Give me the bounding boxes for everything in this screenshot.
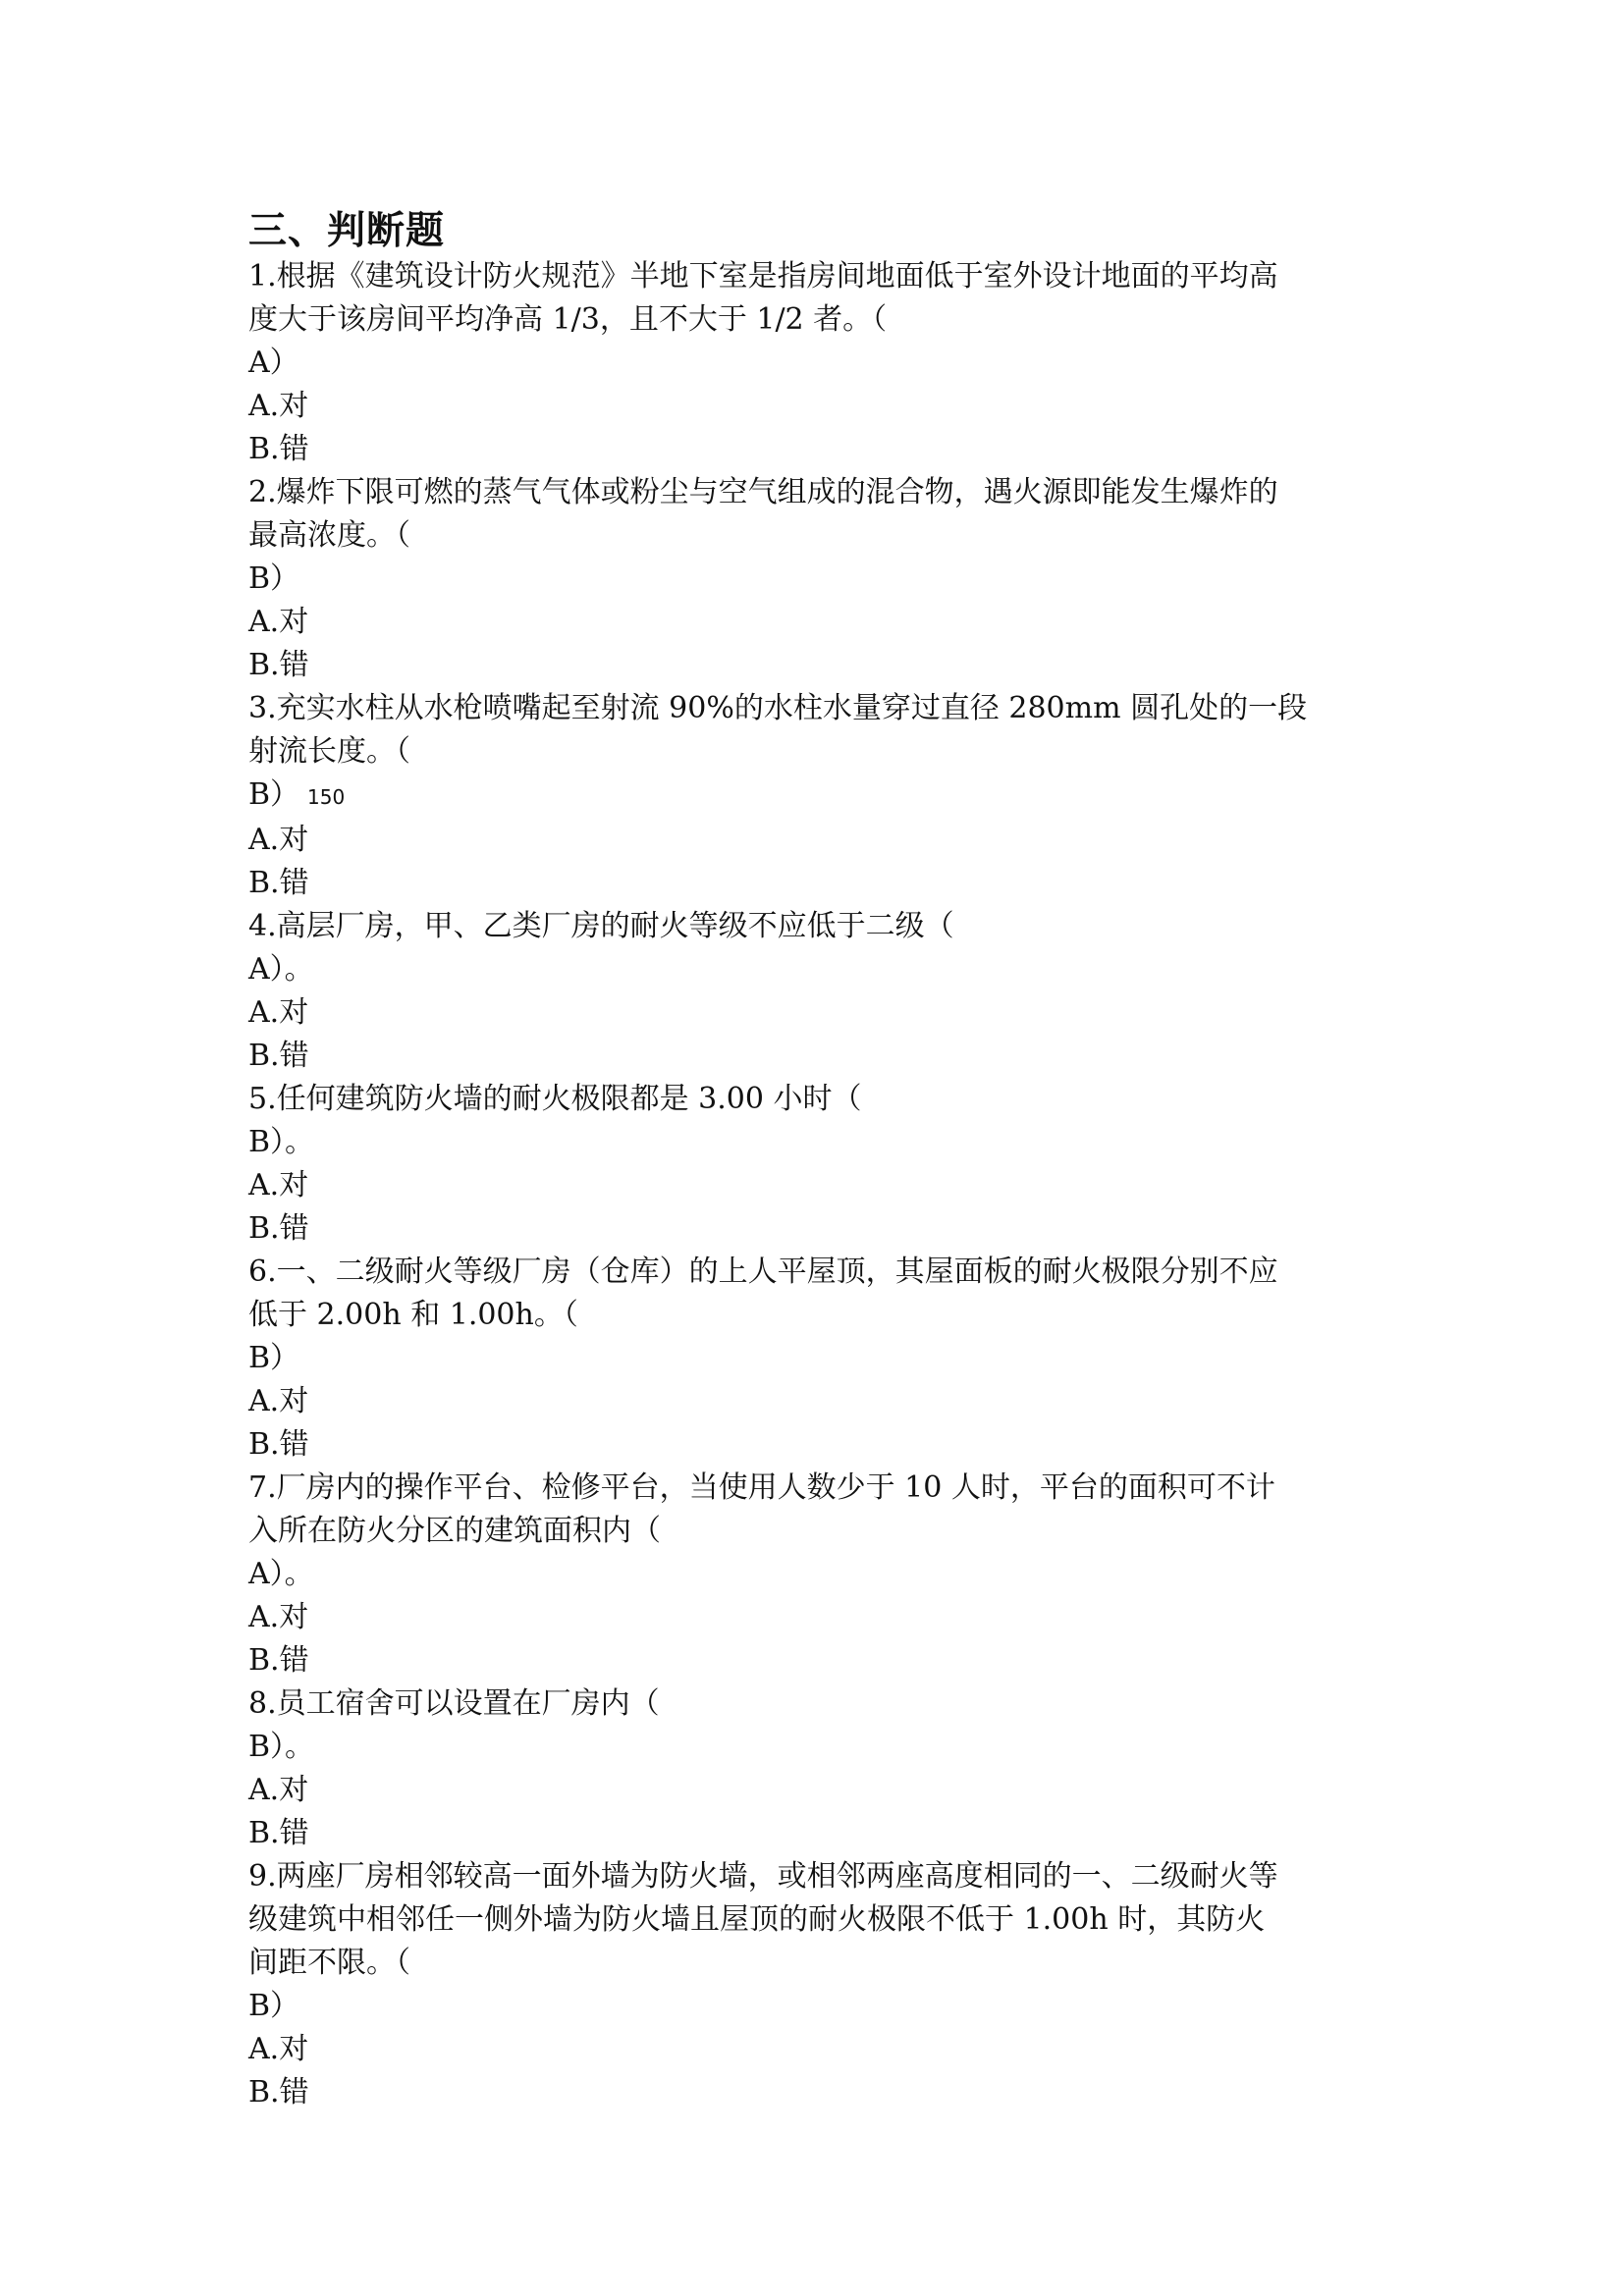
answer-key: B） [248,1989,300,2023]
question-item [248,471,1387,687]
question-list [248,255,1387,2114]
option-a: A.对 [248,605,309,639]
answer-key: B） [248,1341,300,1375]
answer-line [248,1121,1387,1164]
question-text-line: 5.任何建筑防火墙的耐火极限都是 3.00 小时（ [248,1082,862,1116]
question-item [248,255,1387,471]
option-a: A.对 [248,1384,309,1418]
option-a: A.对 [248,1168,309,1202]
question-text-line: 8.员工宿舍可以设置在厂房内（ [248,1686,660,1721]
option-b: B.错 [248,866,309,900]
answer-line [248,1985,1387,2028]
question-text-line: 间距不限。（ [248,1946,410,1980]
answer-key: A）。 [248,952,314,987]
answer-key: B）。 [248,1730,315,1764]
answer-line [248,1553,1387,1596]
option-a: A.对 [248,995,309,1030]
question-text-line: 4.高层厂房，甲、乙类厂房的耐火等级不应低于二级（ [248,909,954,943]
question-item [248,1682,1387,1855]
question-item [248,905,1387,1078]
option-a: A.对 [248,1773,309,1807]
answer-line [248,1337,1387,1380]
option-b: B.错 [248,2075,309,2109]
option-b: B.错 [248,648,309,682]
question-text-line: 9.两座厂房相邻较高一面外墙为防火墙，或相邻两座高度相同的一、二级耐火等 [248,1859,1278,1894]
question-text-line: 7.厂房内的操作平台、检修平台，当使用人数少于 10 人时，平台的面积可不计 [248,1470,1275,1505]
option-b: B.错 [248,432,309,466]
question-text-line: 入所在防火分区的建筑面积内（ [248,1514,661,1548]
question-item [248,1078,1387,1251]
question-item [248,1251,1387,1467]
answer-key: B） [248,777,300,812]
option-b: B.错 [248,1211,309,1246]
question-item [248,687,1387,905]
option-a: A.对 [248,823,309,857]
answer-line [248,558,1387,601]
question-text-line: 低于 2.00h 和 1.00h。（ [248,1298,578,1332]
question-text-line: 最高浓度。（ [248,518,410,553]
document-content [248,208,1387,2114]
question-text-line: 3.充实水柱从水枪喷嘴起至射流 90%的水柱水量穿过直径 280mm 圆孔处的一段 [248,691,1308,725]
answer-note: 150 [307,785,346,809]
answer-line [248,1726,1387,1769]
option-a: A.对 [248,1600,309,1634]
answer-key: A） [248,346,299,380]
option-a: A.对 [248,2032,309,2066]
option-b: B.错 [248,1427,309,1462]
question-item [248,1855,1387,2114]
question-text-line: 2.爆炸下限可燃的蒸气气体或粉尘与空气组成的混合物，遇火源即能发生爆炸的 [248,475,1278,509]
answer-line [248,774,1387,819]
question-text-line: 度大于该房间平均净高 1/3，且不大于 1/2 者。（ [248,302,888,337]
option-b: B.错 [248,1643,309,1678]
option-b: B.错 [248,1816,309,1850]
option-b: B.错 [248,1039,309,1073]
option-a: A.对 [248,389,309,423]
question-text-line: 1.根据《建筑设计防火规范》半地下室是指房间地面低于室外设计地面的平均高 [248,259,1278,294]
question-item [248,1467,1387,1682]
question-text-line: 射流长度。（ [248,734,410,769]
answer-line [248,342,1387,385]
answer-key: B）。 [248,1125,315,1159]
answer-key: B） [248,561,300,596]
answer-key: A）。 [248,1557,314,1591]
question-text-line: 级建筑中相邻任一侧外墙为防火墙且屋顶的耐火极限不低于 1.00h 时，其防火 [248,1902,1266,1937]
section-title: 三、判断题 [248,209,446,253]
answer-line [248,948,1387,991]
question-text-line: 6.一、二级耐火等级厂房（仓库）的上人平屋顶，其屋面板的耐火极限分别不应 [248,1255,1278,1289]
